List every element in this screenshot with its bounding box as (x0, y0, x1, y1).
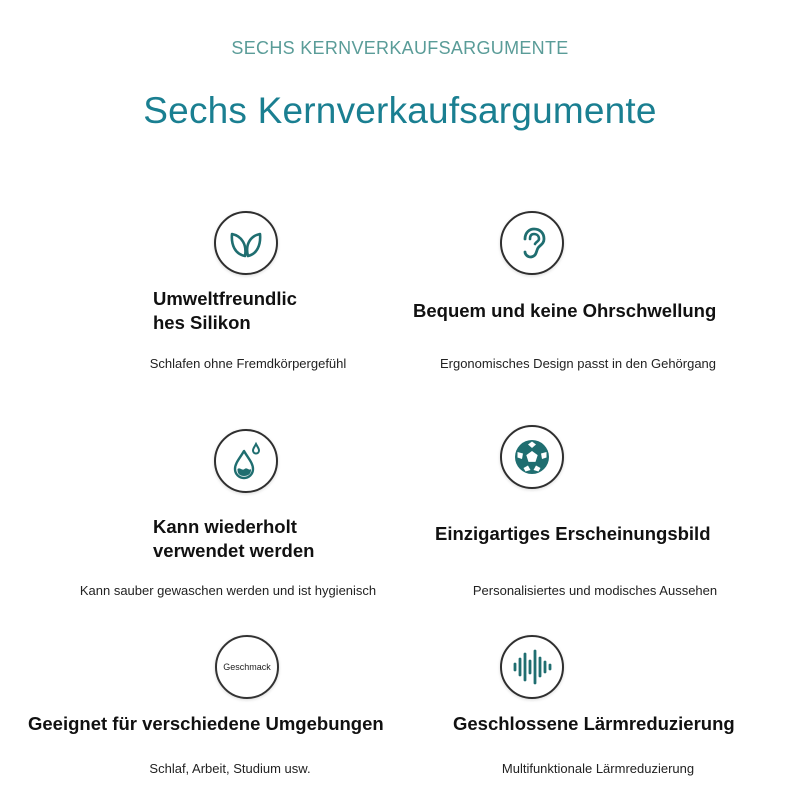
icon-label: Geschmack (223, 662, 271, 672)
feature-title-appearance: Einzigartiges Erscheinungsbild (435, 523, 711, 544)
feature-title-noise-reduction: Geschlossene Lärmreduzierung (453, 713, 735, 734)
feature-title-reusable (153, 515, 314, 563)
feature-title-line: Kann wiederholt (153, 516, 297, 537)
ear-icon (500, 211, 564, 275)
soccer-ball-icon (500, 425, 564, 489)
feature-desc-appearance: Personalisiertes und modisches Aussehen (472, 583, 718, 598)
feature-desc-comfort: Ergonomisches Design passt in den Gehörgang (439, 356, 717, 371)
water-drop-icon (214, 429, 278, 493)
page-title: Sechs Kernverkaufsargumente (143, 90, 657, 131)
placeholder-icon (215, 635, 279, 699)
section-eyebrow: SECHS KERNVERKAUFSARGUMENTE (231, 38, 569, 58)
feature-title-line: hes Silikon (153, 312, 251, 333)
feature-title-line: verwendet werden (153, 540, 315, 561)
sound-wave-icon (500, 635, 564, 699)
feature-title-environments: Geeignet für verschiedene Umgebungen (28, 713, 384, 734)
feature-desc-noise-reduction: Multifunktionale Lärmreduzierung (501, 761, 695, 776)
feature-desc-eco-silicone: Schlafen ohne Fremdkörpergefühl (149, 356, 347, 371)
feature-title-line: Umweltfreundlic (153, 288, 297, 309)
leaf-icon (214, 211, 278, 275)
feature-desc-environments: Schlaf, Arbeit, Studium usw. (149, 761, 311, 776)
feature-title-comfort: Bequem und keine Ohrschwellung (413, 300, 717, 321)
feature-title-eco-silicone (153, 287, 297, 335)
feature-desc-reusable: Kann sauber gewaschen werden und ist hygienisch (79, 583, 377, 598)
